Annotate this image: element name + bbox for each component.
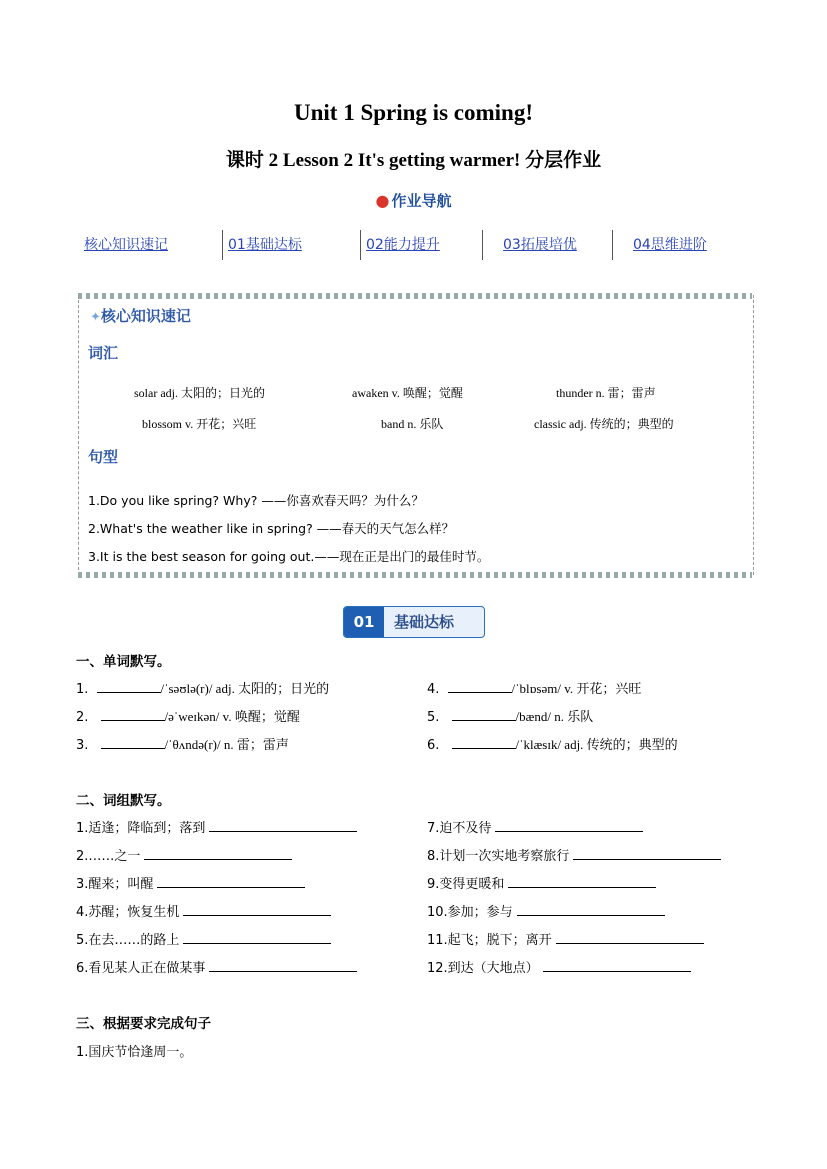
word-item: 6. /ˈklæsɪk/ adj. 传统的；典型的 <box>427 737 678 753</box>
answer-blank[interactable] <box>543 959 691 972</box>
nav-link-04[interactable]: 04思维进阶 <box>633 237 707 253</box>
word-item: 2. /əˈweɪkən/ v. 唤醒；觉醒 <box>76 709 300 725</box>
answer-blank[interactable] <box>452 736 516 749</box>
phrase-item: 7.迫不及待 <box>427 817 643 836</box>
sparkle-icon: ✦ <box>90 310 101 325</box>
phrase-item: 8.计划一次实地考察旅行 <box>427 845 721 864</box>
nav-heading: ● 作业导航 <box>375 191 452 210</box>
sentence-item: 3.It is the best season for going out.——现在正是出门的最佳时节。 <box>88 549 490 564</box>
sentence-item: 1.Do you like spring? Why? ——你喜欢春天吗？为什么？ <box>88 493 424 508</box>
word-item: 1. /ˈsəʊlə(r)/ adj. 太阳的；日光的 <box>76 681 330 697</box>
phrase-item: 4.苏醒；恢复生机 <box>76 901 331 920</box>
badge-label: 基础达标 <box>394 613 455 631</box>
phrase-item: 5.在去……的路上 <box>76 929 331 948</box>
nav-link-01[interactable]: 01基础达标 <box>228 237 302 253</box>
part1-heading: 一、单词默写。 <box>76 654 171 670</box>
answer-blank[interactable] <box>97 680 161 693</box>
answer-blank[interactable] <box>448 680 512 693</box>
answer-blank[interactable] <box>157 875 305 888</box>
nav-divider <box>222 230 223 260</box>
nav-link-core[interactable]: 核心知识速记 <box>84 237 168 253</box>
vocab-item: solar adj. 太阳的；日光的 <box>134 386 265 400</box>
answer-blank[interactable] <box>101 708 165 721</box>
word-item: 5. /bænd/ n. 乐队 <box>427 709 594 725</box>
nav-link-02[interactable]: 02能力提升 <box>366 237 440 253</box>
word-item: 4. /ˈblɒsəm/ v. 开花；兴旺 <box>427 681 642 697</box>
sentence-task: 1.国庆节恰逢周一。 <box>76 1045 193 1060</box>
vocab-item: blossom v. 开花；兴旺 <box>142 417 257 431</box>
nav-divider <box>360 230 361 260</box>
vocab-item: classic adj. 传统的；典型的 <box>534 417 674 431</box>
answer-blank[interactable] <box>183 903 331 916</box>
answer-blank[interactable] <box>517 903 665 916</box>
box-bottom-border <box>78 572 752 578</box>
word-item: 3. /ˈθʌndə(r)/ n. 雷；雷声 <box>76 737 289 753</box>
answer-blank[interactable] <box>508 875 656 888</box>
phrase-item: 6.看见某人正在做某事 <box>76 957 357 976</box>
nav-divider <box>612 230 613 260</box>
answer-blank[interactable] <box>495 819 643 832</box>
phrase-item: 10.参加；参与 <box>427 901 665 920</box>
phrase-item: 2.……之一 <box>76 845 292 864</box>
badge-number: 01 <box>344 607 384 637</box>
pattern-heading: 句型 <box>88 448 119 466</box>
phrase-item: 9.变得更暖和 <box>427 873 656 892</box>
vocab-item: awaken v. 唤醒；觉醒 <box>352 386 463 400</box>
vocab-item: thunder n. 雷；雷声 <box>556 386 656 400</box>
phrase-item: 1.适逢；降临到；落到 <box>76 817 357 836</box>
answer-blank[interactable] <box>209 819 357 832</box>
answer-blank[interactable] <box>452 708 516 721</box>
phrase-item: 11.起飞；脱下；离开 <box>427 929 704 948</box>
homework-nav <box>76 230 756 260</box>
page-title: Unit 1 Spring is coming! <box>294 100 533 125</box>
sentence-item: 2.What's the weather like in spring? ——春天的天气怎么样？ <box>88 521 455 536</box>
answer-blank[interactable] <box>144 847 292 860</box>
answer-blank[interactable] <box>101 736 165 749</box>
section-badge <box>343 606 485 638</box>
answer-blank[interactable] <box>573 847 721 860</box>
nav-link-03[interactable]: 03拓展培优 <box>503 237 577 253</box>
part2-heading: 二、词组默写。 <box>76 793 171 809</box>
vocab-heading: 词汇 <box>88 344 119 362</box>
page-subtitle: 课时 2 Lesson 2 It's getting warmer! 分层作业 <box>225 150 602 171</box>
answer-blank[interactable] <box>209 959 357 972</box>
answer-blank[interactable] <box>556 931 704 944</box>
knowledge-heading: ✦核心知识速记 <box>90 307 191 325</box>
part3-heading: 三、根据要求完成句子 <box>76 1016 211 1032</box>
phrase-item: 3.醒来；叫醒 <box>76 873 305 892</box>
location-pin-icon: ● <box>375 191 390 210</box>
vocab-item: band n. 乐队 <box>381 417 444 431</box>
nav-divider <box>482 230 483 260</box>
answer-blank[interactable] <box>183 931 331 944</box>
phrase-item: 12.到达（大地点） <box>427 957 691 976</box>
